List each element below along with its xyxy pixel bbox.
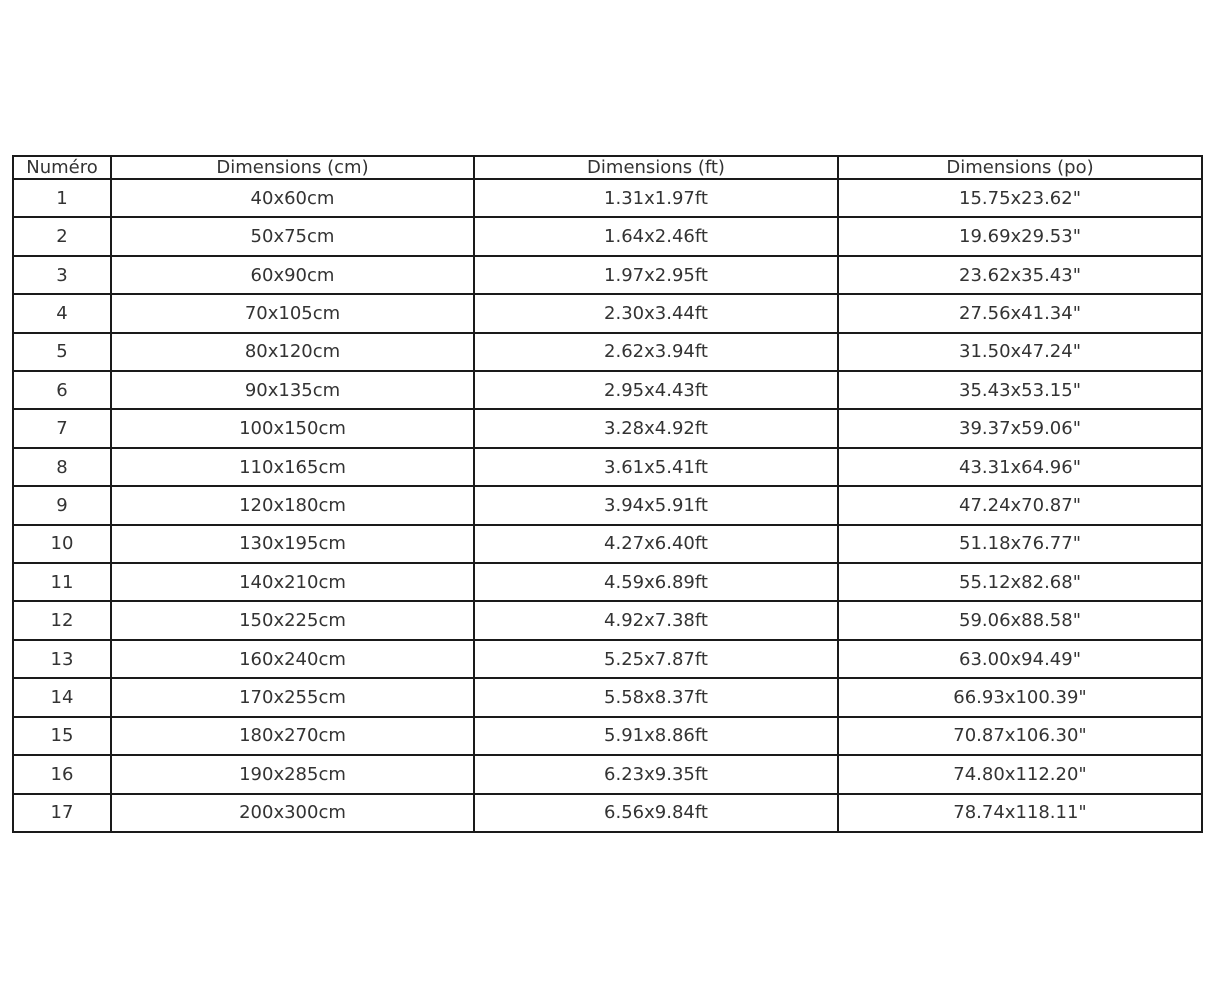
cell-cm: 90x135cm: [111, 371, 474, 409]
cell-numero: 13: [13, 640, 111, 678]
cell-cm: 40x60cm: [111, 179, 474, 217]
cell-ft: 1.31x1.97ft: [474, 179, 838, 217]
table-row: [13, 179, 1202, 217]
cell-numero: 14: [13, 678, 111, 716]
cell-cm: 200x300cm: [111, 794, 474, 833]
cell-cm: 70x105cm: [111, 294, 474, 332]
table-row: [13, 525, 1202, 563]
header-row: [13, 156, 1202, 179]
cell-numero: 8: [13, 448, 111, 486]
cell-po: 51.18x76.77": [838, 525, 1202, 563]
cell-po: 70.87x106.30": [838, 717, 1202, 755]
cell-numero: 16: [13, 755, 111, 793]
dimensions-conversion-table: [12, 155, 1203, 833]
cell-cm: 100x150cm: [111, 409, 474, 447]
cell-cm: 180x270cm: [111, 717, 474, 755]
table-row: [13, 486, 1202, 524]
cell-po: 47.24x70.87": [838, 486, 1202, 524]
cell-ft: 6.23x9.35ft: [474, 755, 838, 793]
table-body: [13, 179, 1202, 832]
cell-ft: 4.59x6.89ft: [474, 563, 838, 601]
cell-ft: 2.95x4.43ft: [474, 371, 838, 409]
cell-cm: 60x90cm: [111, 256, 474, 294]
table-row: [13, 448, 1202, 486]
cell-numero: 5: [13, 333, 111, 371]
cell-ft: 3.61x5.41ft: [474, 448, 838, 486]
table-row: [13, 678, 1202, 716]
column-header-cm: Dimensions (cm): [111, 156, 474, 179]
cell-numero: 3: [13, 256, 111, 294]
table-row: [13, 294, 1202, 332]
table-row: [13, 563, 1202, 601]
cell-cm: 130x195cm: [111, 525, 474, 563]
table-row: [13, 409, 1202, 447]
cell-po: 74.80x112.20": [838, 755, 1202, 793]
cell-cm: 170x255cm: [111, 678, 474, 716]
cell-ft: 1.97x2.95ft: [474, 256, 838, 294]
cell-po: 15.75x23.62": [838, 179, 1202, 217]
table-row: [13, 640, 1202, 678]
cell-numero: 9: [13, 486, 111, 524]
cell-ft: 5.58x8.37ft: [474, 678, 838, 716]
cell-cm: 140x210cm: [111, 563, 474, 601]
cell-po: 59.06x88.58": [838, 601, 1202, 639]
cell-cm: 150x225cm: [111, 601, 474, 639]
table-header: [13, 156, 1202, 179]
cell-ft: 5.25x7.87ft: [474, 640, 838, 678]
table-row: [13, 256, 1202, 294]
cell-po: 55.12x82.68": [838, 563, 1202, 601]
cell-po: 63.00x94.49": [838, 640, 1202, 678]
table-row: [13, 217, 1202, 255]
column-header-numero: Numéro: [13, 156, 111, 179]
cell-ft: 5.91x8.86ft: [474, 717, 838, 755]
cell-numero: 10: [13, 525, 111, 563]
cell-cm: 110x165cm: [111, 448, 474, 486]
cell-numero: 17: [13, 794, 111, 833]
cell-ft: 1.64x2.46ft: [474, 217, 838, 255]
cell-ft: 6.56x9.84ft: [474, 794, 838, 833]
cell-cm: 190x285cm: [111, 755, 474, 793]
cell-numero: 7: [13, 409, 111, 447]
cell-po: 31.50x47.24": [838, 333, 1202, 371]
cell-po: 19.69x29.53": [838, 217, 1202, 255]
cell-po: 35.43x53.15": [838, 371, 1202, 409]
table-row: [13, 601, 1202, 639]
cell-po: 78.74x118.11": [838, 794, 1202, 833]
cell-ft: 4.27x6.40ft: [474, 525, 838, 563]
column-header-ft: Dimensions (ft): [474, 156, 838, 179]
column-header-po: Dimensions (po): [838, 156, 1202, 179]
cell-cm: 120x180cm: [111, 486, 474, 524]
table-row: [13, 755, 1202, 793]
table-row: [13, 371, 1202, 409]
cell-numero: 6: [13, 371, 111, 409]
cell-po: 43.31x64.96": [838, 448, 1202, 486]
cell-ft: 3.28x4.92ft: [474, 409, 838, 447]
table-row: [13, 717, 1202, 755]
cell-numero: 1: [13, 179, 111, 217]
cell-cm: 80x120cm: [111, 333, 474, 371]
cell-ft: 4.92x7.38ft: [474, 601, 838, 639]
table-row: [13, 333, 1202, 371]
cell-po: 23.62x35.43": [838, 256, 1202, 294]
cell-cm: 50x75cm: [111, 217, 474, 255]
cell-po: 39.37x59.06": [838, 409, 1202, 447]
cell-numero: 2: [13, 217, 111, 255]
cell-numero: 12: [13, 601, 111, 639]
cell-ft: 2.30x3.44ft: [474, 294, 838, 332]
cell-numero: 11: [13, 563, 111, 601]
cell-numero: 4: [13, 294, 111, 332]
cell-numero: 15: [13, 717, 111, 755]
cell-ft: 3.94x5.91ft: [474, 486, 838, 524]
cell-po: 66.93x100.39": [838, 678, 1202, 716]
cell-po: 27.56x41.34": [838, 294, 1202, 332]
table-row: [13, 794, 1202, 833]
cell-cm: 160x240cm: [111, 640, 474, 678]
cell-ft: 2.62x3.94ft: [474, 333, 838, 371]
